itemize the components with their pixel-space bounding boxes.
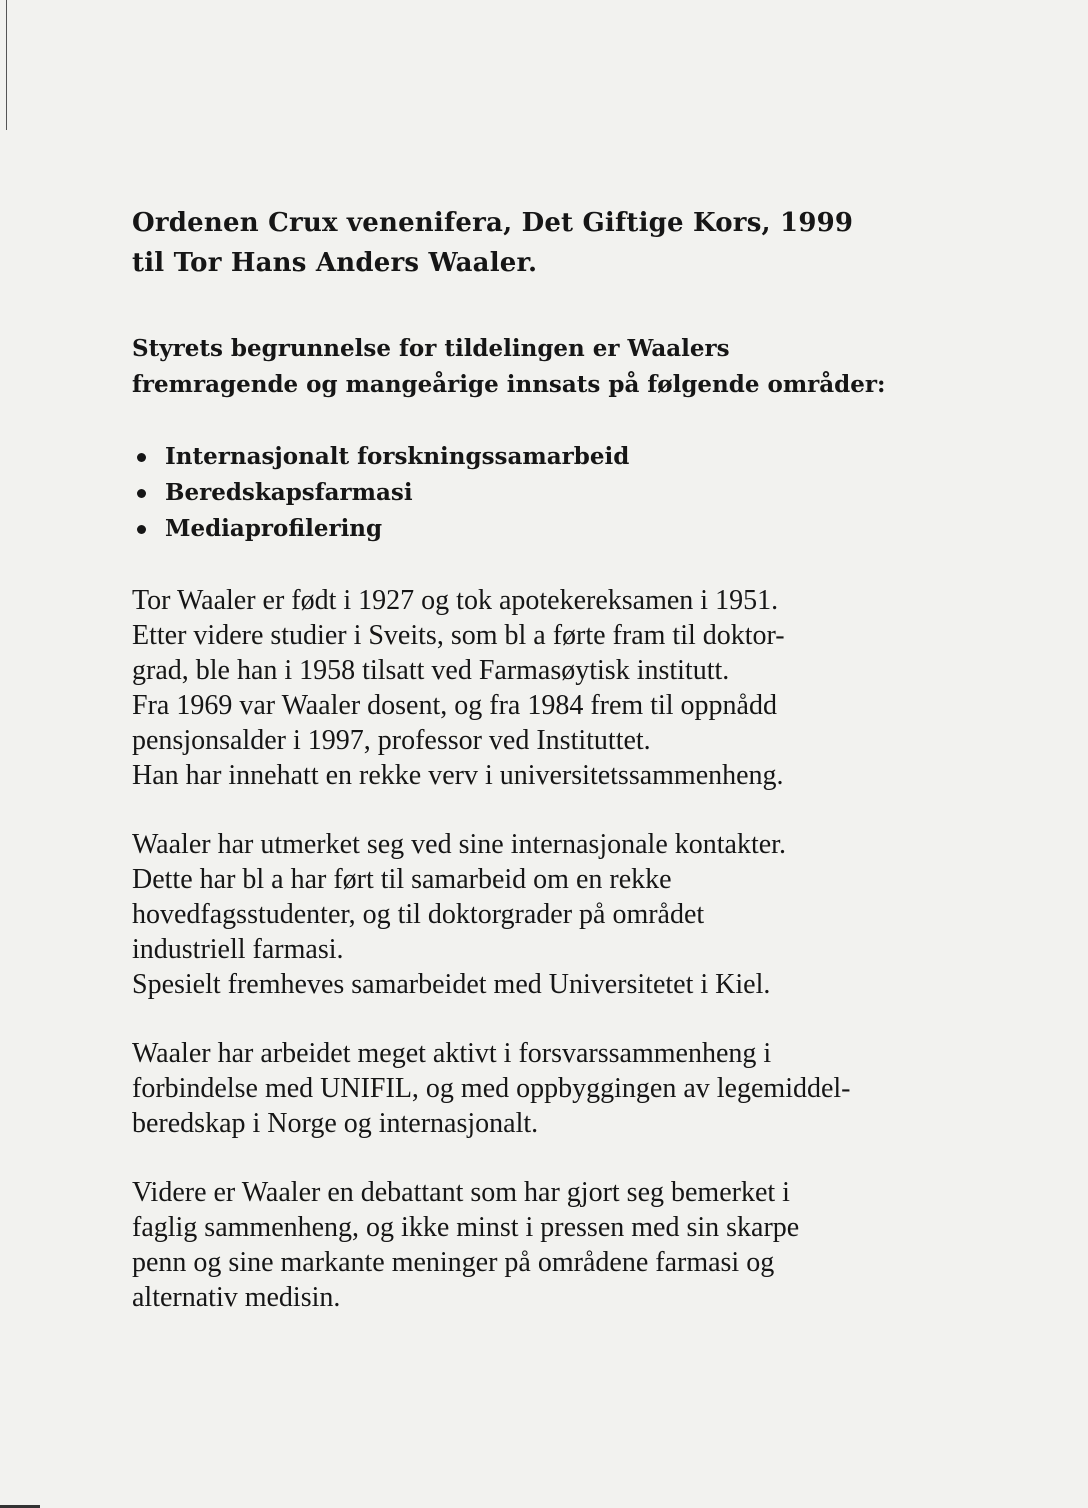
area-label: Mediaprofilering — [165, 515, 383, 542]
text-line: penn og sine markante meninger på områdene farmasi og — [132, 1247, 775, 1278]
scan-edge-mark — [6, 0, 7, 130]
paragraph-debate — [132, 1175, 1012, 1315]
list-item — [132, 511, 1012, 547]
title-line: til Tor Hans Anders Waaler. — [132, 248, 538, 278]
text-line: Videre er Waaler en debattant som har gjort seg bemerket i — [132, 1177, 790, 1208]
text-line: forbindelse med UNIFIL, og med oppbyggingen av legemiddel- — [132, 1073, 851, 1104]
rationale-line: Styrets begrunnelse for tildelingen er Waalers — [132, 335, 730, 362]
bullet-icon — [137, 525, 146, 534]
text-line: alternativ medisin. — [132, 1282, 341, 1313]
bullet-icon — [137, 453, 146, 462]
rationale-line: fremragende og mangeårige innsats på følgende områder: — [132, 371, 886, 398]
text-line: pensjonsalder i 1997, professor ved Instituttet. — [132, 725, 651, 756]
text-line: beredskap i Norge og internasjonalt. — [132, 1108, 539, 1139]
area-label: Beredskapsfarmasi — [165, 479, 413, 506]
text-line: Dette har bl a har ført til samarbeid om en rekke — [132, 864, 672, 895]
rationale-heading — [132, 331, 1012, 403]
text-line: Fra 1969 var Waaler dosent, og fra 1984 frem til oppnådd — [132, 690, 777, 721]
paragraph-international — [132, 827, 1012, 1002]
document-title — [132, 203, 1012, 283]
text-line: Han har innehatt en rekke verv i universitetssammenheng. — [132, 760, 784, 791]
text-line: faglig sammenheng, og ikke minst i pressen med sin skarpe — [132, 1212, 800, 1243]
text-line: Tor Waaler er født i 1927 og tok apotekereksamen i 1951. — [132, 585, 779, 616]
text-line: Waaler har utmerket seg ved sine internasjonale kontakter. — [132, 829, 786, 860]
paragraph-defense — [132, 1036, 1012, 1141]
text-line: grad, ble han i 1958 tilsatt ved Farmasøytisk institutt. — [132, 655, 730, 686]
text-line: Etter videre studier i Sveits, som bl a førte fram til doktor- — [132, 620, 785, 651]
title-line: Ordenen Crux venenifera, Det Giftige Kors, 1999 — [132, 208, 854, 238]
paragraph-biography — [132, 583, 1012, 793]
text-line: industriell farmasi. — [132, 934, 344, 965]
areas-list — [132, 439, 1012, 547]
text-line: hovedfagsstudenter, og til doktorgrader på området — [132, 899, 705, 930]
document-page — [132, 203, 1012, 1315]
list-item — [132, 475, 1012, 511]
text-line: Spesielt fremheves samarbeidet med Universitetet i Kiel. — [132, 969, 771, 1000]
text-line: Waaler har arbeidet meget aktivt i forsvarssammenheng i — [132, 1038, 772, 1069]
area-label: Internasjonalt forskningssamarbeid — [165, 443, 630, 470]
list-item — [132, 439, 1012, 475]
bullet-icon — [137, 489, 146, 498]
